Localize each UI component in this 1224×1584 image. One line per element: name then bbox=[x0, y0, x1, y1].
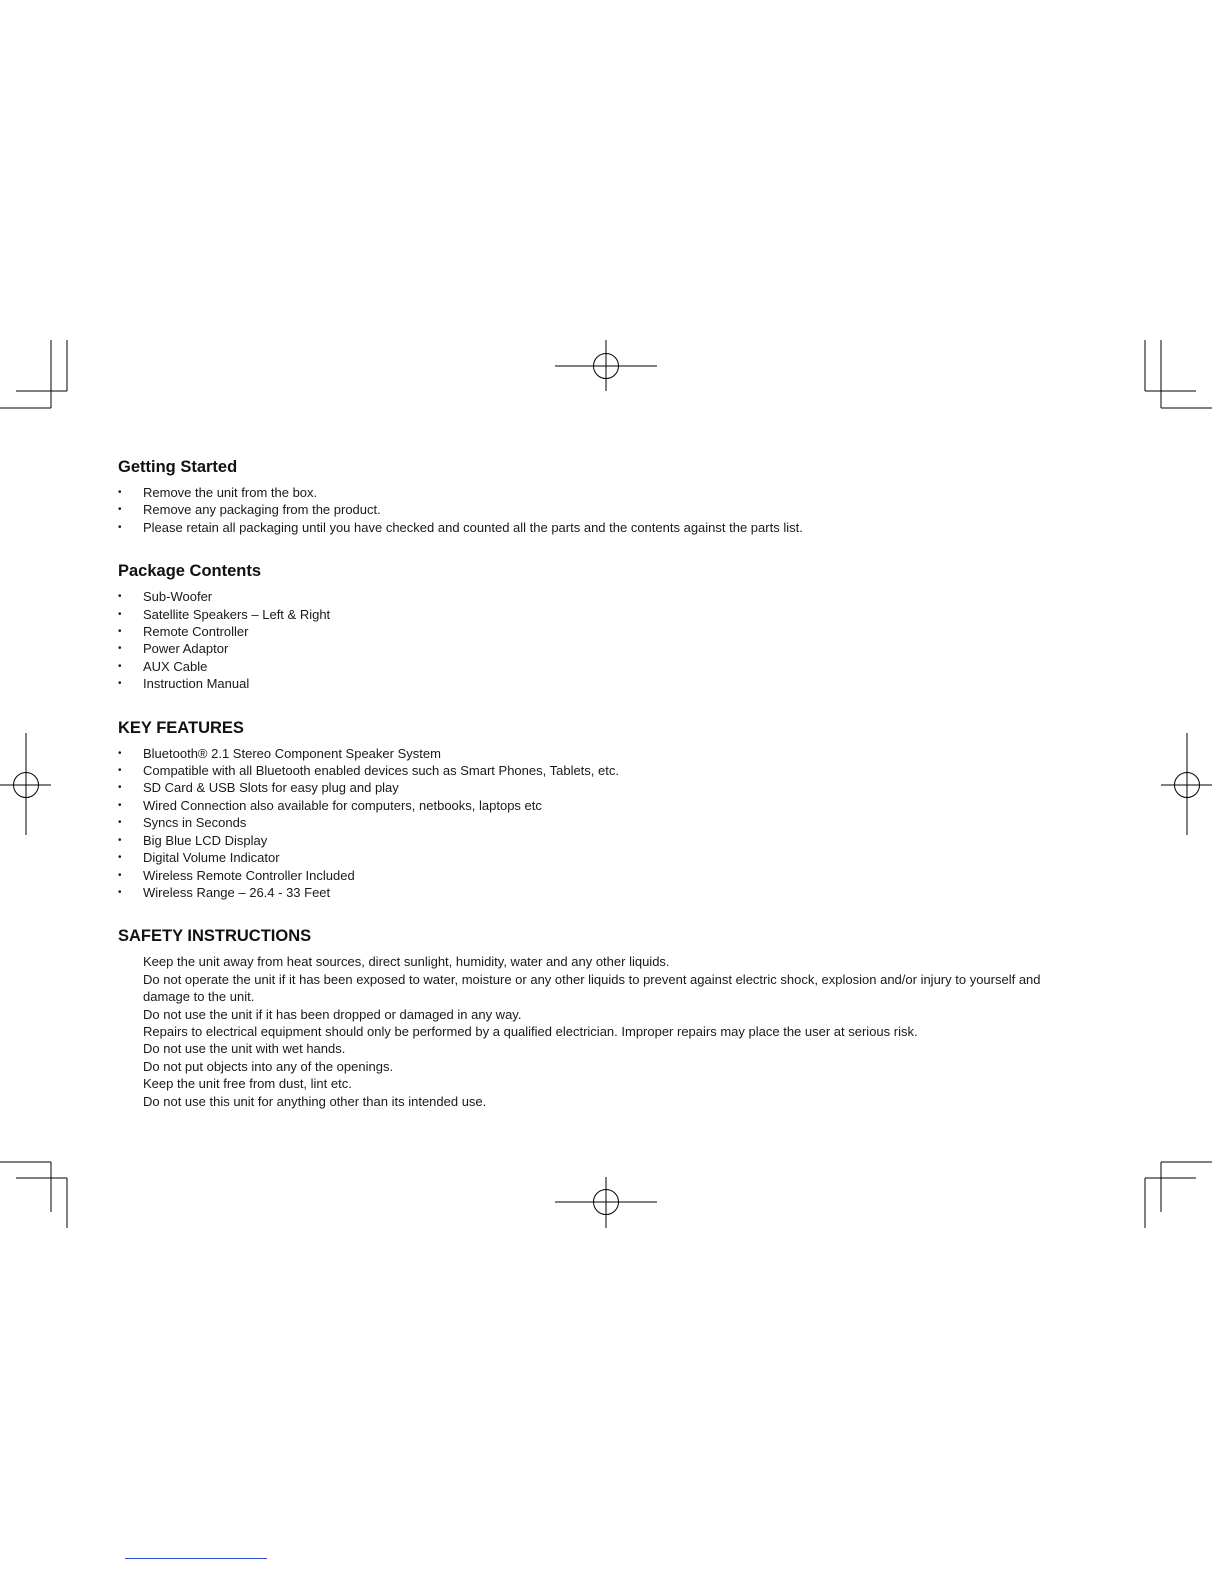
safety-line: Do not operate the unit if it has been exposed to water, moisture or any other liquids to prevent against electric shock, explosion and/or injury to yourself and bbox=[143, 971, 1041, 987]
list-item: • Remove the unit from the box. bbox=[118, 485, 318, 500]
bullet-icon: • bbox=[118, 799, 122, 811]
key-features-heading: KEY FEATURES bbox=[118, 718, 244, 737]
list-item: • Wireless Range – 26.4 - 33 Feet bbox=[118, 884, 331, 900]
getting-started-section bbox=[118, 456, 1118, 536]
crop-mark-top-right bbox=[1145, 340, 1212, 408]
list-item: • Compatible with all Bluetooth enabled devices such as Smart Phones, Tablets, etc. bbox=[118, 763, 619, 779]
key-features-list bbox=[118, 745, 1118, 902]
bullet-icon: • bbox=[118, 504, 122, 516]
footer-rule bbox=[125, 1558, 267, 1559]
list-item: • Syncs in Seconds bbox=[118, 815, 247, 831]
list-item: • Instruction Manual bbox=[118, 676, 250, 692]
registration-mark-right bbox=[1161, 733, 1212, 835]
safety-line: Do not use the unit with wet hands. bbox=[143, 1041, 346, 1057]
safety-line: damage to the unit. bbox=[143, 989, 255, 1005]
bullet-icon: • bbox=[118, 834, 122, 846]
bullet-icon: • bbox=[118, 817, 122, 829]
package-contents-section bbox=[118, 560, 1118, 692]
list-item: • Bluetooth® 2.1 Stereo Component Speaker System bbox=[118, 745, 441, 761]
package-contents-heading: Package Contents bbox=[118, 562, 262, 581]
bullet-icon: • bbox=[118, 521, 122, 533]
list-item: • Satellite Speakers – Left & Right bbox=[118, 606, 331, 622]
crop-mark-bottom-right bbox=[1145, 1162, 1212, 1228]
safety-line: Keep the unit away from heat sources, direct sunlight, humidity, water and any other liquids. bbox=[143, 954, 670, 970]
list-item: • Digital Volume Indicator bbox=[118, 850, 280, 866]
registration-mark-bottom bbox=[555, 1177, 657, 1228]
list-item: • AUX Cable bbox=[118, 658, 208, 674]
list-item: • Remove any packaging from the product. bbox=[118, 502, 381, 518]
crop-mark-top-left bbox=[0, 340, 67, 408]
bullet-icon: • bbox=[118, 643, 122, 655]
list-item: • SD Card & USB Slots for easy plug and play bbox=[118, 780, 399, 796]
list-item: • Sub-Woofer bbox=[118, 589, 213, 605]
bullet-icon: • bbox=[118, 678, 122, 690]
list-item: • Big Blue LCD Display bbox=[118, 832, 268, 848]
bullet-icon: • bbox=[118, 869, 122, 881]
safety-instructions-text bbox=[118, 953, 1118, 1110]
safety-instructions-heading: SAFETY INSTRUCTIONS bbox=[118, 927, 312, 946]
manual-content bbox=[118, 456, 1118, 1110]
bullet-icon: • bbox=[118, 591, 122, 603]
registration-mark-left bbox=[0, 733, 51, 835]
list-item: • Wireless Remote Controller Included bbox=[118, 867, 355, 883]
safety-line: Repairs to electrical equipment should only be performed by a qualified electrician. Improper repairs may place the user at serious risk. bbox=[143, 1023, 918, 1039]
list-item: • Please retain all packaging until you have checked and counted all the parts and the contents against the parts list. bbox=[118, 519, 803, 535]
safety-line: Keep the unit free from dust, lint etc. bbox=[143, 1076, 352, 1092]
list-item: • Power Adaptor bbox=[118, 641, 229, 657]
list-item: • Remote Controller bbox=[118, 624, 249, 640]
bullet-icon: • bbox=[118, 487, 122, 498]
bullet-icon: • bbox=[118, 608, 122, 620]
safety-line: Do not use the unit if it has been dropped or damaged in any way. bbox=[143, 1006, 522, 1022]
safety-instructions-section bbox=[118, 925, 1118, 1110]
bullet-icon: • bbox=[118, 852, 122, 864]
bullet-icon: • bbox=[118, 782, 122, 794]
bullet-icon: • bbox=[118, 747, 122, 759]
registration-mark-top bbox=[555, 340, 657, 391]
key-features-section bbox=[118, 717, 1118, 902]
bullet-icon: • bbox=[118, 626, 122, 638]
bullet-icon: • bbox=[118, 765, 122, 777]
crop-mark-bottom-left bbox=[0, 1162, 67, 1228]
safety-line: Do not use this unit for anything other than its intended use. bbox=[143, 1093, 487, 1109]
safety-line: Do not put objects into any of the openings. bbox=[143, 1058, 394, 1074]
list-item: • Wired Connection also available for computers, netbooks, laptops etc bbox=[118, 797, 542, 813]
getting-started-list bbox=[118, 484, 1118, 536]
bullet-icon: • bbox=[118, 886, 122, 898]
bullet-icon: • bbox=[118, 660, 122, 672]
package-contents-list bbox=[118, 588, 1118, 692]
getting-started-heading: Getting Started bbox=[118, 458, 238, 476]
